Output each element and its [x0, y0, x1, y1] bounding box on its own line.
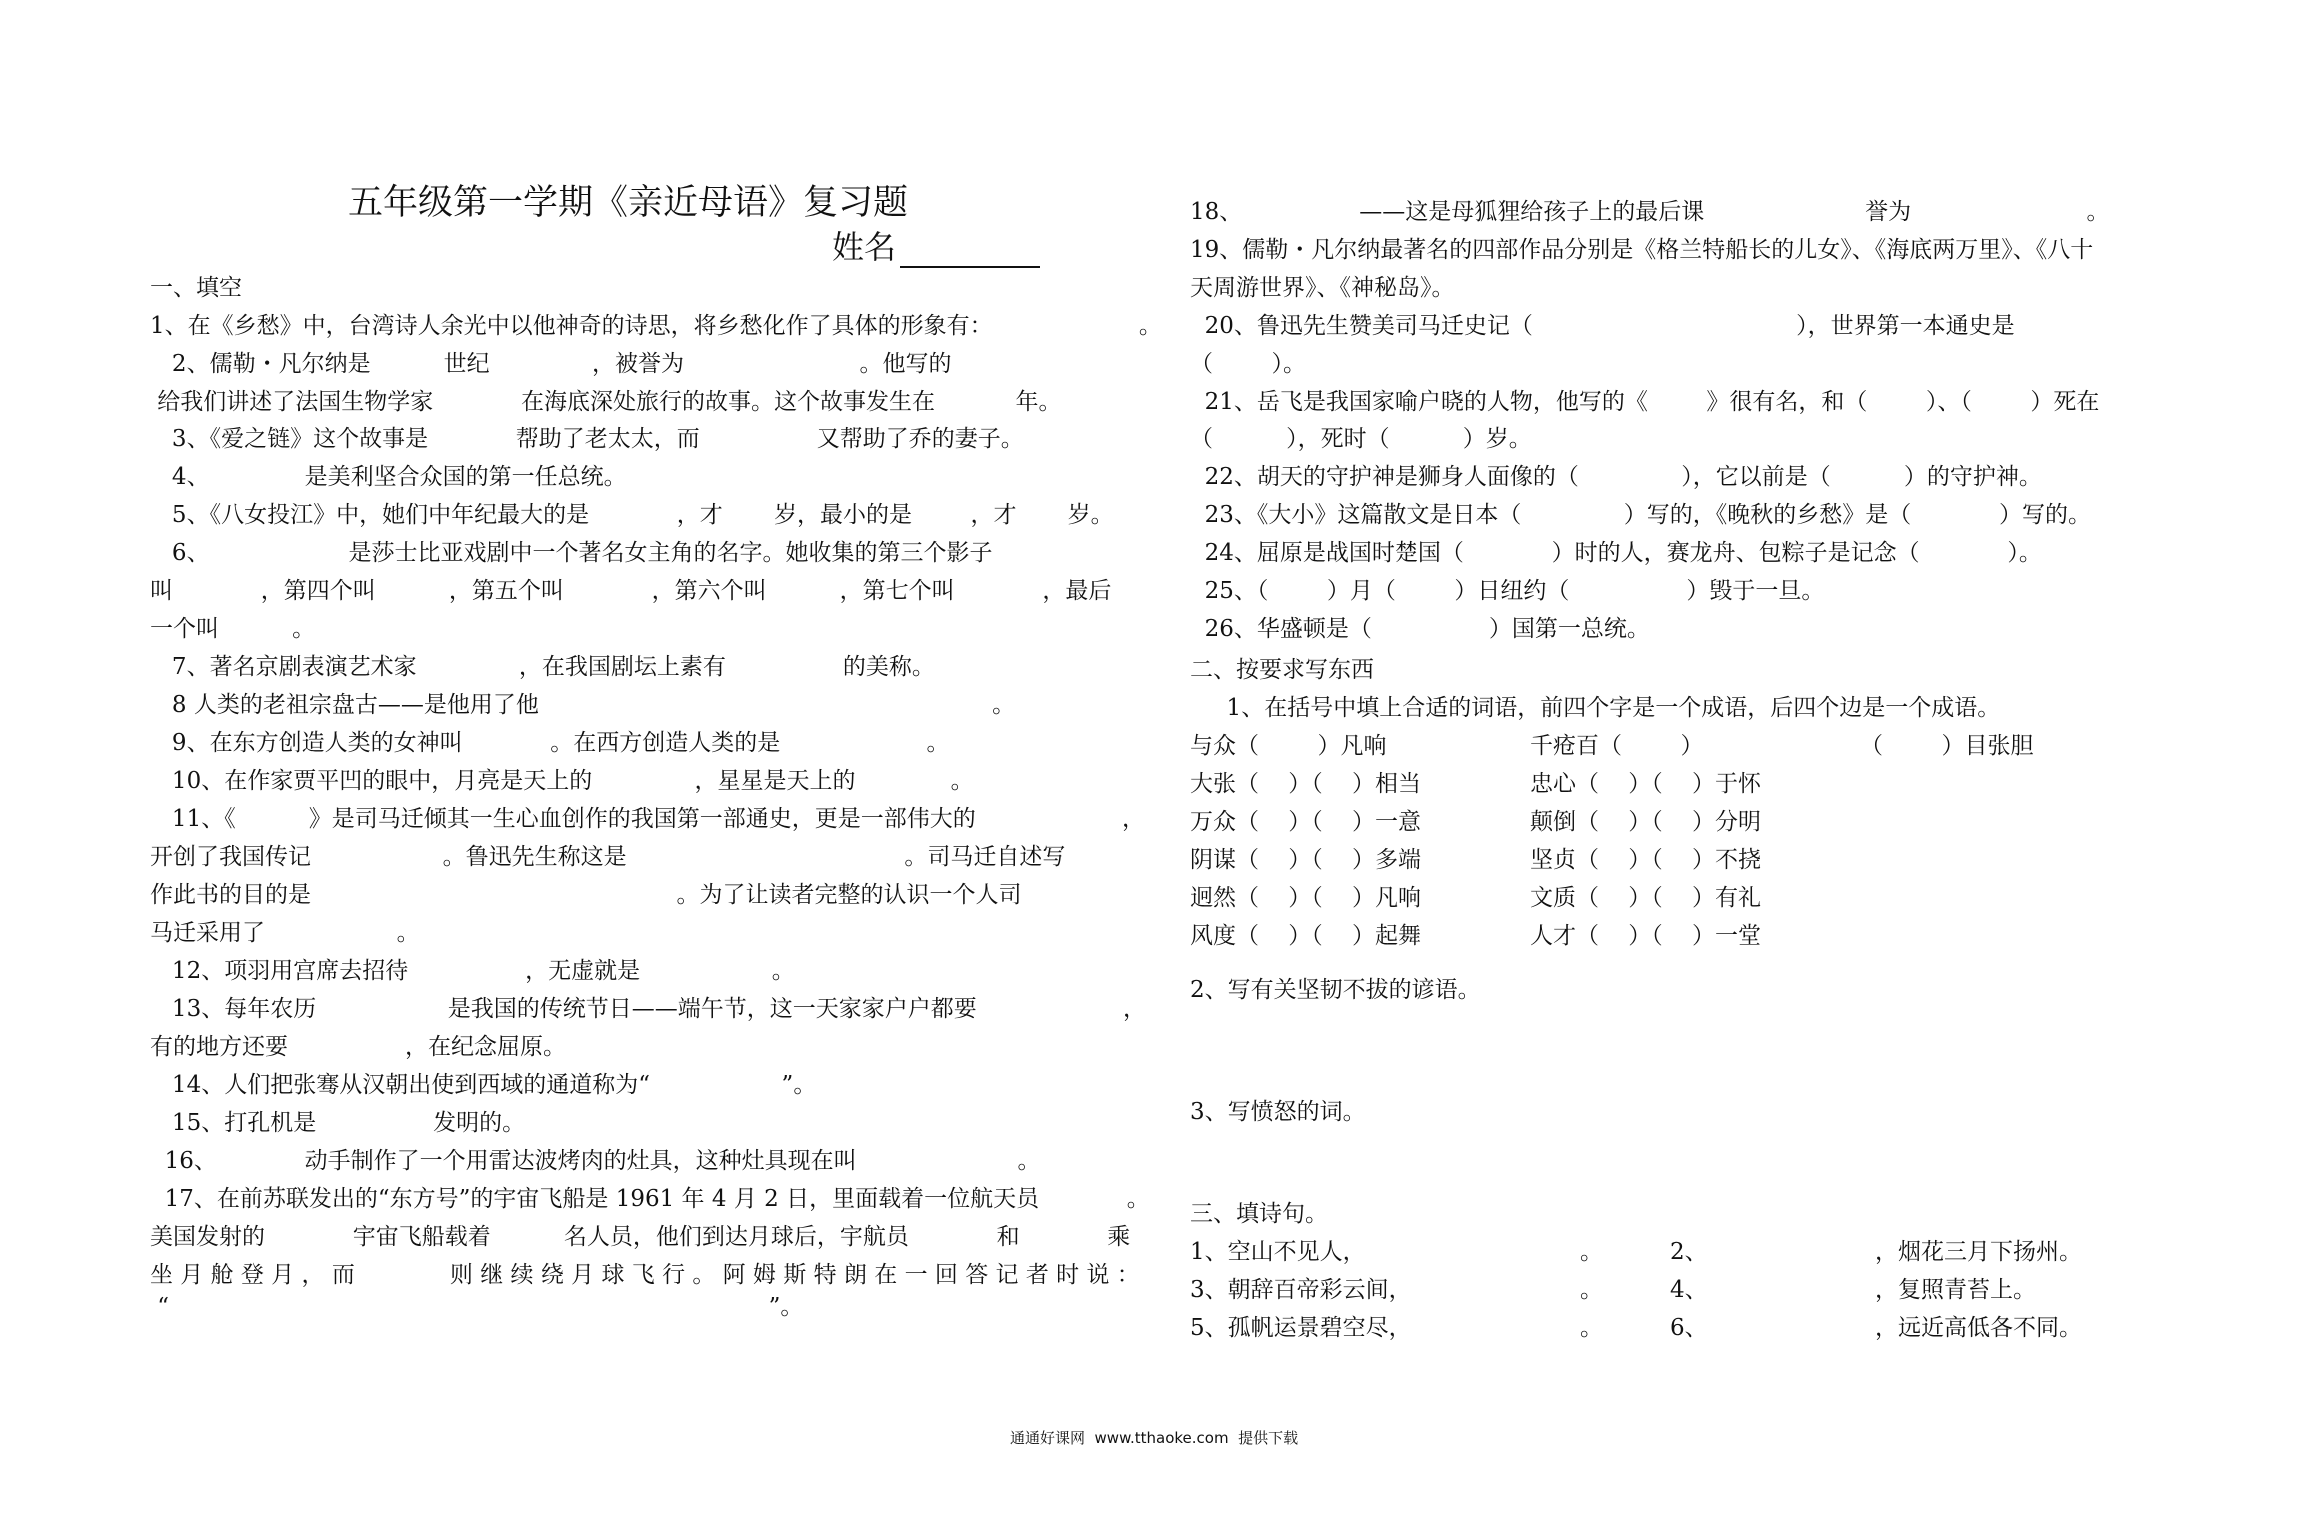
question-line: 4、 是美利坚合众国的第一任总统。 — [150, 464, 627, 490]
idiom-item: 迥然（ ）（ ）凡响 — [1190, 885, 1421, 911]
question-line: 23、《大小》这篇散文是日本（ ）写的，《晚秋的乡愁》是（ ）写的。 — [1190, 502, 2091, 528]
poem-part: 。 — [1580, 1277, 1603, 1303]
question-line: 有的地方还要 ，在纪念屈原。 — [150, 1034, 566, 1060]
poem-part: ，远近高低各不同。 — [1875, 1315, 2082, 1341]
question-line: 17、在前苏联发出的“东方号”的宇宙飞船是 1961 年 4 月 2 日，里面载着一位航天员 。 — [150, 1186, 1150, 1212]
question-line: 13、每年农历 是我国的传统节日——端午节，这一天家家户户都要 ， — [150, 996, 1147, 1022]
name-label: 姓名 — [832, 228, 897, 266]
question-line: 6、 是莎士比亚戏剧中一个著名女主角的名字。她收集的第三个影子 — [150, 540, 993, 566]
proverb-question: 2、写有关坚韧不拔的谚语。 — [1190, 977, 1481, 1003]
question-line: 一个叫 。 — [150, 616, 316, 642]
question-line: 20、鲁迅先生赞美司马迁史记（ ），世界第一本通史是 — [1190, 313, 2015, 339]
name-field[interactable] — [832, 226, 1040, 268]
question-line: 3、《爱之链》这个故事是 帮助了老太太，而 又帮助了乔的妻子。 — [150, 426, 1024, 452]
footer-source: 通通好课网 www.tthaoke.com 提供下载 — [1010, 1429, 1299, 1447]
name-blank[interactable] — [900, 236, 1040, 268]
idiom-item: 风度（ ）（ ）起舞 — [1190, 923, 1421, 949]
question-line: 开创了我国传记 。鲁迅先生称这是 。司马迁自述写 — [150, 844, 1066, 870]
question-line: 22、胡天的守护神是狮身人面像的（ ），它以前是（ ）的守护神。 — [1190, 464, 2042, 490]
question-line: 1、在《乡愁》中，台湾诗人余光中以他神奇的诗思，将乡愁化作了具体的形象有： 。 — [150, 313, 1162, 339]
question-line: 19、儒勒・凡尔纳最著名的四部作品分别是《格兰特船长的儿女》、《海底两万里》、《八十 — [1190, 237, 2094, 263]
idiom-item: 万众（ ）（ ）一意 — [1190, 809, 1421, 835]
idiom-item: 坚贞（ ）（ ）不挠 — [1530, 847, 1761, 873]
question-line: “ ”。 — [150, 1294, 804, 1320]
poem-part: 1、空山不见人， — [1190, 1239, 1366, 1265]
question-line: 10、在作家贾平凹的眼中，月亮是天上的 ，星星是天上的 。 — [150, 768, 974, 794]
section-heading-poems: 三、填诗句。 — [1190, 1201, 1328, 1227]
question-line: 24、屈原是战国时楚国（ ）时的人，赛龙舟、包粽子是记念（ ）。 — [1190, 540, 2042, 566]
question-line: 25、（ ）月（ ）日纽约（ ）毁于一旦。 — [1190, 578, 1825, 604]
question-line: 11、《 》是司马迁倾其一生心血创作的我国第一部通史，更是一部伟大的 ， — [150, 806, 1146, 832]
question-line: 14、人们把张骞从汉朝出使到西域的通道称为“ ”。 — [150, 1072, 817, 1098]
question-line: 作此书的目的是 。为了让读者完整的认识一个人司 — [150, 882, 1022, 908]
idiom-item: 人才（ ）（ ）一堂 — [1530, 923, 1761, 949]
idiom-item: （ ）目张胆 — [1860, 733, 2034, 759]
section-heading-write: 二、按要求写东西 — [1190, 657, 1374, 683]
idiom-item: 颠倒（ ）（ ）分明 — [1530, 809, 1761, 835]
poem-part: ，复照青苔上。 — [1875, 1277, 2036, 1303]
question-line: 马迁采用了 。 — [150, 920, 420, 946]
poem-part: 4、 — [1670, 1277, 1708, 1303]
anger-words-question: 3、写愤怒的词。 — [1190, 1099, 1366, 1125]
question-line: 12、项羽用宫席去招待 ，无虚就是 。 — [150, 958, 795, 984]
poem-part: 6、 — [1670, 1315, 1708, 1341]
poem-part: 2、 — [1670, 1239, 1708, 1265]
idiom-item: 文质（ ）（ ）有礼 — [1530, 885, 1761, 911]
question-line: 15、打孔机是 发明的。 — [150, 1110, 526, 1136]
poem-part: ，烟花三月下扬州。 — [1875, 1239, 2082, 1265]
question-line: 给我们讲述了法国生物学家 在海底深处旅行的故事。这个故事发生在 年。 — [150, 389, 1062, 415]
idiom-item: 千疮百（ ） — [1530, 733, 1704, 759]
idiom-item: 大张（ ）（ ）相当 — [1190, 771, 1421, 797]
question-line: 叫 ，第四个叫 ，第五个叫 ，第六个叫 ，第七个叫 ，最后 — [150, 578, 1112, 604]
question-line: 美国发射的 宇宙飞船载着 名人员，他们到达月球后，宇航员 和 乘 — [150, 1224, 1131, 1250]
question-line: 8 人类的老祖宗盘古——是他用了他 。 — [150, 692, 1016, 718]
question-line: 16、 动手制作了一个用雷达波烤肉的灶具，这种灶具现在叫 。 — [150, 1148, 1041, 1174]
idiom-instruction: 1、在括号中填上合适的词语，前四个字是一个成语，后四个边是一个成语。 — [1190, 695, 2001, 721]
question-line: 天周游世界》、《神秘岛》。 — [1190, 275, 1455, 301]
question-line: 26、华盛顿是（ ）国第一总统。 — [1190, 616, 1650, 642]
poem-part: 3、朝辞百帝彩云间， — [1190, 1277, 1412, 1303]
idiom-item: 阴谋（ ）（ ）多端 — [1190, 847, 1421, 873]
poem-part: 。 — [1580, 1239, 1603, 1265]
question-line: 5、《八女投江》中，她们中年纪最大的是 ，才 岁，最小的是 ，才 岁。 — [150, 502, 1114, 528]
question-line: 9、在东方创造人类的女神叫 。在西方创造人类的是 。 — [150, 730, 950, 756]
question-line: （ ）。 — [1190, 351, 1306, 377]
page-title: 五年级第一学期《亲近母语》复习题 — [348, 183, 909, 223]
question-line: 21、岳飞是我国家喻户晓的人物，他写的《 》很有名，和（ ）、（ ）死在 — [1190, 389, 2100, 415]
idiom-item: 与众（ ）凡响 — [1190, 733, 1387, 759]
poem-part: 。 — [1580, 1315, 1603, 1341]
idiom-item: 忠心（ ）（ ）于怀 — [1530, 771, 1761, 797]
poem-part: 5、孤帆运景碧空尽， — [1190, 1315, 1412, 1341]
question-line: 7、著名京剧表演艺术家 ，在我国剧坛上素有 的美称。 — [150, 654, 935, 680]
section-heading-fill: 一、填空 — [150, 275, 242, 301]
question-line: 坐 月 舱 登 月 ， 而 则 继 续 绕 月 球 飞 行 。 阿 姆 斯 特 朗 在 一 回 答 记 者 时 说 ： — [150, 1262, 1140, 1288]
question-line: 2、儒勒・凡尔纳是 世纪 ，被誉为 。他写的 — [150, 351, 952, 377]
question-line: （ ），死时（ ）岁。 — [1190, 426, 1532, 452]
question-line: 18、 ——这是母狐狸给孩子上的最后课 誉为 。 — [1190, 199, 2110, 225]
